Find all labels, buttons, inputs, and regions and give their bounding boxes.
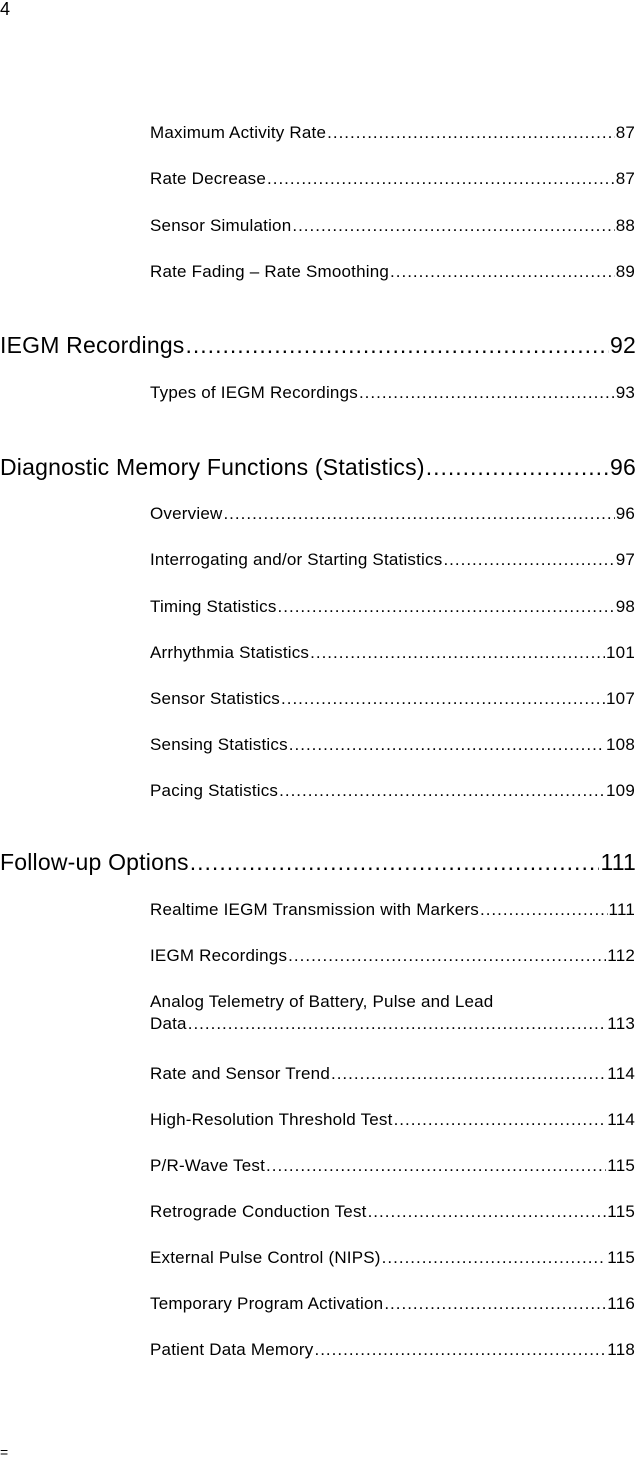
toc-entry[interactable] [150, 215, 635, 237]
toc-section-page: 96 [610, 454, 636, 480]
toc-entry-page: 93 [615, 383, 635, 402]
toc-section[interactable] [0, 331, 636, 359]
toc-entry[interactable] [150, 503, 635, 525]
dot-leader [279, 780, 605, 802]
toc-entry-title: Rate Fading – Rate Smoothing [150, 262, 390, 281]
toc-entry-page: 111 [608, 900, 635, 919]
toc-entry-page: 101 [606, 643, 635, 662]
toc-entry-title: Rate Decrease [150, 169, 266, 188]
dot-leader [278, 596, 615, 618]
toc-entry[interactable] [150, 549, 635, 571]
toc-entry-page: 87 [615, 169, 635, 188]
dot-leader [390, 261, 615, 283]
dot-leader [292, 215, 614, 237]
toc-entry-title: Timing Statistics [150, 597, 277, 616]
toc-entry[interactable] [150, 168, 635, 190]
toc-entry-title: Retrograde Conduction Test [150, 1202, 367, 1221]
dot-leader [188, 1013, 607, 1035]
dot-leader [314, 1339, 606, 1361]
toc-entry-title: P/R-Wave Test [150, 1156, 266, 1175]
toc-entry-page: 116 [607, 1294, 635, 1313]
dot-leader [327, 122, 615, 144]
toc-entry[interactable] [150, 1293, 635, 1315]
toc-entry-title: Overview [150, 504, 223, 523]
dot-leader [368, 1201, 607, 1223]
toc-entry-title: High-Resolution Threshold Test [150, 1110, 393, 1129]
toc-entry-page: 114 [607, 1110, 635, 1129]
dot-leader [394, 1109, 607, 1131]
toc-entry-title: IEGM Recordings [150, 946, 288, 965]
toc-entry-title: Sensor Statistics [150, 689, 281, 708]
toc-entry-page: 113 [607, 1014, 635, 1033]
toc-entry[interactable] [150, 899, 635, 921]
toc-entry[interactable] [150, 1109, 635, 1131]
toc-entry-title: Rate and Sensor Trend [150, 1064, 330, 1083]
toc-entry[interactable] [150, 780, 635, 802]
toc-entry-page: 88 [615, 216, 635, 235]
toc-entry[interactable] [150, 1201, 635, 1223]
toc-entry[interactable] [150, 382, 635, 404]
toc-entry[interactable] [150, 1339, 635, 1361]
dot-leader [310, 642, 605, 664]
toc-entry-title: External Pulse Control (NIPS) [150, 1248, 381, 1267]
toc-entry-page: 118 [607, 1340, 635, 1359]
toc-entry-title: Patient Data Memory [150, 1340, 314, 1359]
toc-entry-page: 115 [607, 1248, 635, 1267]
toc-section-page: 111 [600, 849, 636, 875]
toc-entry[interactable] [150, 122, 635, 144]
toc-section-title: IEGM Recordings [0, 332, 185, 358]
toc-entry-title: Maximum Activity Rate [150, 123, 327, 142]
toc-entry[interactable] [150, 1063, 635, 1085]
toc-entry[interactable] [150, 945, 635, 967]
toc-entry-title: Analog Telemetry of Battery, Pulse and Lead [150, 992, 494, 1011]
toc-entry-page: 96 [615, 504, 635, 523]
footer-mark: = [0, 1444, 9, 1460]
toc-entry-page: 115 [607, 1156, 635, 1175]
toc-section-page: 92 [610, 332, 636, 358]
dot-leader [266, 1155, 606, 1177]
toc-entry-page: 107 [606, 689, 635, 708]
dot-leader [190, 848, 600, 876]
toc-entry-page: 109 [606, 781, 635, 800]
toc-section[interactable] [0, 453, 636, 481]
toc-entry-title: Temporary Program Activation [150, 1294, 384, 1313]
toc-entry-page: 98 [615, 597, 635, 616]
toc-entry[interactable] [150, 734, 635, 756]
toc-entry[interactable] [150, 642, 635, 664]
dot-leader [426, 453, 609, 481]
toc-entry-page: 114 [607, 1064, 635, 1083]
dot-leader [359, 382, 615, 404]
toc-entry[interactable] [150, 1155, 635, 1177]
toc-entry-page: 97 [615, 550, 635, 569]
dot-leader [331, 1063, 606, 1085]
toc-entry-title: Sensor Simulation [150, 216, 292, 235]
toc-section-title: Follow-up Options [0, 849, 189, 875]
toc-entry-page: 115 [607, 1202, 635, 1221]
toc-entry[interactable] [150, 596, 635, 618]
toc-entry[interactable] [150, 1247, 635, 1269]
dot-leader [289, 734, 605, 756]
dot-leader [281, 688, 605, 710]
toc-entry-title: Pacing Statistics [150, 781, 279, 800]
toc-entry-title: Types of IEGM Recordings [150, 383, 358, 402]
toc-entry-page: 89 [615, 262, 635, 281]
dot-leader [288, 945, 606, 967]
toc-entry-title: Arrhythmia Statistics [150, 643, 310, 662]
toc-entry-page: 108 [606, 735, 635, 754]
toc-entry[interactable] [150, 991, 635, 1035]
toc-entry[interactable] [150, 688, 635, 710]
dot-leader [382, 1247, 607, 1269]
toc-entry-title: Sensing Statistics [150, 735, 288, 754]
dot-leader [186, 331, 610, 359]
dot-leader [443, 549, 614, 571]
toc-entry-title-continued: Data [150, 1014, 187, 1033]
dot-leader [480, 899, 608, 921]
toc-entry-title: Interrogating and/or Starting Statistics [150, 550, 443, 569]
page-number: 4 [0, 0, 11, 19]
toc-entry[interactable] [150, 261, 635, 283]
toc-entry-title: Realtime IEGM Transmission with Markers [150, 900, 479, 919]
toc-entry-page: 112 [607, 946, 635, 965]
toc-section[interactable] [0, 848, 636, 876]
dot-leader [223, 503, 614, 525]
dot-leader [267, 168, 615, 190]
toc-section-title: Diagnostic Memory Functions (Statistics) [0, 454, 425, 480]
toc-entry-page: 87 [615, 123, 635, 142]
dot-leader [384, 1293, 606, 1315]
